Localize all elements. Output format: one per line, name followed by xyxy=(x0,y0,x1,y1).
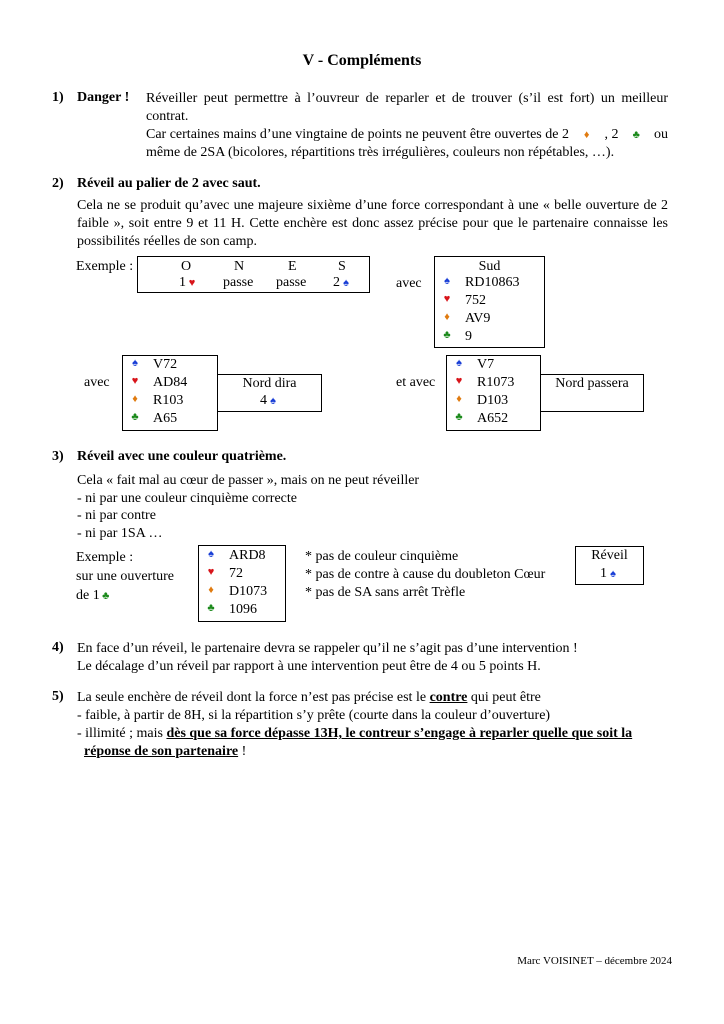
section-1-para-2-text: Car certaines mains d’une vingtaine de points ne peuvent être ouvertes de 2 xyxy=(146,127,569,142)
spade-icon: ♠ xyxy=(610,568,616,580)
reveil-box xyxy=(575,546,644,585)
section-1-number: 1) xyxy=(52,90,64,105)
diamond-icon: ♦ xyxy=(583,129,590,141)
hand-b-box xyxy=(446,355,541,431)
section-4-line-1: En face d’un réveil, le partenaire devra se rappeler qu’il ne s’agit pas d’une intervention ! xyxy=(77,641,578,656)
heart-icon: ♥ xyxy=(443,293,451,305)
section-5-line-1-b: qui peut être xyxy=(467,690,541,705)
et-avec-label: et avec xyxy=(396,375,436,390)
exemple-label: Exemple : xyxy=(76,259,134,274)
nord-dira-bid xyxy=(218,393,321,409)
bidding-box xyxy=(137,256,370,293)
hand-b-clubs-cards: A652 xyxy=(477,411,509,426)
sud-clubs-cards: 9 xyxy=(465,329,472,344)
nord-passera-box xyxy=(540,374,644,412)
section-5-line-1-a: La seule enchère de réveil dont la force n’est pas précise est le xyxy=(77,690,430,705)
club-icon: ♣ xyxy=(131,411,139,423)
section-5-line-4 xyxy=(77,743,632,761)
hand-c-spades-cards: ARD8 xyxy=(229,548,266,563)
note-1: * pas de couleur cinquième xyxy=(305,549,459,564)
heart-icon: ♥ xyxy=(207,566,215,578)
contre-keyword: contre xyxy=(429,690,468,705)
spade-icon: ♠ xyxy=(343,277,349,289)
club-icon: ♣ xyxy=(443,329,451,341)
bid-header-n: N xyxy=(234,259,245,274)
reveil-label: Réveil xyxy=(591,548,628,563)
avec-label: avec xyxy=(396,276,422,291)
hand-c-diamonds-cards: D1073 xyxy=(229,584,268,599)
section-4-line-2: Le décalage d’un réveil par rapport à une intervention peut être de 4 ou 5 points H. xyxy=(77,659,541,674)
section-5-line-1 xyxy=(77,689,632,707)
section-5-line-3 xyxy=(77,725,632,743)
hand-b-spades-cards: V7 xyxy=(477,357,495,372)
spade-icon: ♠ xyxy=(270,395,276,407)
page-title: V - Compléments xyxy=(302,52,422,69)
spade-icon: ♠ xyxy=(208,548,214,560)
footer-author: Marc VOISINET – décembre 2024 xyxy=(517,955,672,967)
sud-diamonds-cards: AV9 xyxy=(465,311,491,326)
spade-icon: ♠ xyxy=(444,275,450,287)
hand-a-box xyxy=(122,355,218,431)
hand-b-diamonds-cards: D103 xyxy=(477,393,509,408)
diamond-icon: ♦ xyxy=(208,584,214,596)
section-4-text xyxy=(77,640,578,676)
note-2: * pas de contre à cause du doubleton Cœur xyxy=(305,567,546,582)
note-3: * pas de SA sans arrêt Trèfle xyxy=(305,585,466,600)
section-2-number: 2) xyxy=(52,176,64,191)
section-2-heading: Réveil au palier de 2 avec saut. xyxy=(77,176,261,191)
section-3-line-2: - ni par une couleur cinquième correcte xyxy=(77,490,298,506)
hand-a-hearts-cards: AD84 xyxy=(153,375,188,390)
example-label: Exemple : xyxy=(76,550,134,565)
spade-icon: ♠ xyxy=(132,357,138,369)
section-5-text xyxy=(77,689,632,761)
club-icon: ♣ xyxy=(102,590,110,602)
hand-c-clubs-cards: 1096 xyxy=(229,602,257,617)
bid-s-level: 2 xyxy=(333,275,340,290)
section-5-number: 5) xyxy=(52,689,64,704)
section-5-line-2: - faible, à partir de 8H, si la répartition s’y prête (courte dans la couleur d’ouverture) xyxy=(77,708,551,723)
bid-header-s: S xyxy=(338,259,346,274)
section-3-line-1: Cela « fait mal au cœur de passer », mais on ne peut réveiller xyxy=(77,473,420,488)
bid-e: passe xyxy=(276,275,307,290)
section-3-heading: Réveil avec une couleur quatrième. xyxy=(77,449,287,464)
bid-header-e: E xyxy=(288,259,297,274)
section-3-line-3: - ni par contre xyxy=(77,508,156,523)
heart-icon: ♥ xyxy=(188,277,196,289)
section-1-para-1: Réveiller peut permettre à l’ouvreur de reparler et de trouver (s’il est fort) un meilleur contrat. xyxy=(146,91,668,124)
diamond-icon: ♦ xyxy=(456,393,462,405)
section-1-para-2-line-1 xyxy=(146,126,668,144)
club-icon: ♣ xyxy=(207,602,215,614)
section-5-line-3-emphasis: dès que sa force dépasse 13H, le contreur s’engage à reparler quelle que soit la xyxy=(166,726,633,741)
bid-s xyxy=(333,275,352,291)
reveil-bid xyxy=(576,566,643,582)
spade-icon: ♠ xyxy=(456,357,462,369)
section-3-notes xyxy=(305,548,545,602)
hand-c-box xyxy=(198,545,286,622)
section-5-line-4-end: ! xyxy=(238,744,247,759)
section-3-example-label xyxy=(76,548,174,606)
diamond-icon: ♦ xyxy=(444,311,450,323)
section-4-number: 4) xyxy=(52,640,64,655)
example-opening-level: de 1 xyxy=(76,588,100,603)
diamond-icon: ♦ xyxy=(132,393,138,405)
section-3-number: 3) xyxy=(52,449,64,464)
sud-hearts-cards: 752 xyxy=(465,293,486,308)
sud-title: Sud xyxy=(478,259,501,274)
club-icon: ♣ xyxy=(632,129,640,141)
bid-header-o: O xyxy=(181,259,192,274)
nord-dira-box xyxy=(217,374,322,412)
section-2-para: Cela ne se produit qu’avec une majeure sixième d’une force correspondant à une « belle ouverture de 2 faible », soit entre 9 et 11 H. Cette enchère est donc assez précise pour que le partenaire connaisse les possibilités réelles de son camp. xyxy=(77,198,668,249)
bid-o-level: 1 xyxy=(179,275,186,290)
bid-o xyxy=(179,275,198,291)
sud-hand-box xyxy=(434,256,545,348)
avec-label-2: avec xyxy=(84,375,110,390)
section-1-para-2-sep: , 2 xyxy=(604,127,619,142)
hand-c-hearts-cards: 72 xyxy=(229,566,243,581)
section-1-para-2-ou: ou xyxy=(653,127,668,142)
section-1-para-2-line-2: même de 2SA (bicolores, répartitions très irrégulières, couleurs non répétables, …). xyxy=(146,145,615,160)
section-1-heading: Danger ! xyxy=(77,90,130,105)
sud-spades-cards: RD10863 xyxy=(465,275,520,290)
heart-icon: ♥ xyxy=(131,375,139,387)
hand-a-diamonds-cards: R103 xyxy=(153,393,184,408)
section-1-para-2 xyxy=(146,126,668,162)
nord-passera-label: Nord passera xyxy=(555,376,629,391)
section-3-line-4: - ni par 1SA … xyxy=(77,525,163,541)
nord-dira-label: Nord dira xyxy=(242,376,297,391)
example-opening: sur une ouverture xyxy=(76,569,174,584)
reveil-bid-level: 1 xyxy=(600,566,607,581)
section-3-list xyxy=(77,472,419,542)
example-opening-bid xyxy=(76,586,174,606)
hand-a-clubs-cards: A65 xyxy=(153,411,178,426)
nord-dira-bid-level: 4 xyxy=(260,393,267,408)
hand-b-hearts-cards: R1073 xyxy=(477,375,515,390)
section-5-line-3-a: - illimité ; mais xyxy=(77,726,167,741)
section-5-line-4-emphasis: réponse de son partenaire xyxy=(84,744,239,759)
club-icon: ♣ xyxy=(455,411,463,423)
heart-icon: ♥ xyxy=(455,375,463,387)
hand-a-spades-cards: V72 xyxy=(153,357,178,372)
bid-n: passe xyxy=(223,275,254,290)
